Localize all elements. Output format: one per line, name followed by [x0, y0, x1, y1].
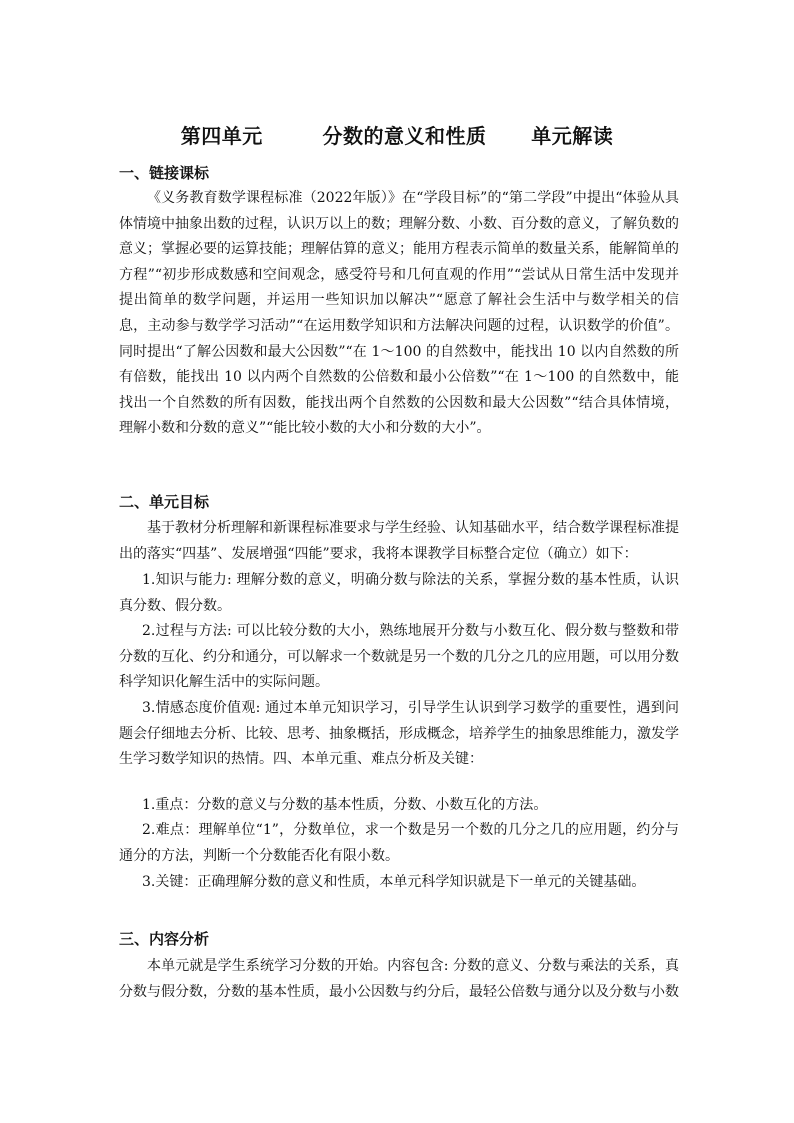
section-paragraph-content-analysis: 本单元就是学生系统学习分数的开始。内容包含: 分数的意义、分数与乘法的关系，真分数与假分数，分数的基本性质，最小公因数与约分后，最轻公倍数与通分以及分数与小数 — [119, 958, 679, 1000]
unit-goals-intro: 基于教材分析理解和新课程标准要求与学生经验、认知基础水平，结合数学课程标准提出的落实“四基”、发展增强“四能”要求，我将本课教学目标整合定位（确立）如下： — [119, 520, 679, 562]
goal-emotion-values: 3.情感态度价值观: 通过本单元知识学习，引导学生认识到学习数学的重要性，遇到问题会仔细地去分析、比较、思考、抽象概括，形成概念，培养学生的抽象思维能力，激发学生学习数学知识的热情。四、本单元重、难点分析及关键： — [119, 700, 679, 768]
section-heading-unit-goals: 二、单元目标 — [119, 493, 210, 511]
key-point-focus: 1.重点：分数的意义与分数的基本性质，分数、小数互化的方法。 — [142, 797, 548, 813]
section-paragraph-curriculum-link: 《义务教育数学课程标准（2022年版）》在“学段目标”的“第二学段”中提出“体验从具体情境中抽象出数的过程，认识万以上的数；理解分数、小数、百分数的意义，了解负数的意义；掌握必要的运算技能；理解估算的意义；能用方程表示简单的数量关系，能解简单的方程”“初步形成数感和空间观念，感受符号和几何直观的作用”“尝试从日常生活中发现并提出简单的数学问题，并运用一些知识加以解决”“愿意了解社会生活中与数学相关的信息，主动参与数学学习活动”“在运用数学知识和方法解决问题的过程，认识数学的价值”。同时提出“了解公因数和最大公因数”“在 1～100 的自然数中，能找出 10 以内自然数的所有倍数，能找出 10 以内两个自然数的公倍数和最小公倍数”“在 1～100 的自然数中，能找出一个自然数的所有因数，能找出两个自然数的公因数和最大公因数”“结合具体情境，理解小数和分数的意义”“能比较小数的大小和分数的大小”。 — [119, 190, 679, 437]
goal-process-method: 2.过程与方法: 可以比较分数的大小，熟练地展开分数与小数互化、假分数与整数和带分数的互化、约分和通分，可以解求一个数就是另一个数的几分之几的应用题，可以用分数科学知识化解生活中的实际问题。 — [119, 623, 679, 691]
page-title: 第四单元 分数的意义和性质 单元解读 — [180, 124, 614, 148]
section-heading-curriculum-link: 一、链接课标 — [119, 164, 210, 182]
goal-knowledge-ability: 1.知识与能力: 理解分数的意义，明确分数与除法的关系，掌握分数的基本性质，认识真分数、假分数。 — [119, 572, 679, 614]
key-point-key: 3.关键：正确理解分数的意义和性质，本单元科学知识就是下一单元的关键基础。 — [142, 874, 646, 890]
section-heading-content-analysis: 三、内容分析 — [119, 930, 210, 948]
key-point-difficulty: 2.难点：理解单位“1”，分数单位，求一个数是另一个数的几分之几的应用题，约分与通分的方法，判断一个分数能否化有限小数。 — [119, 822, 679, 864]
